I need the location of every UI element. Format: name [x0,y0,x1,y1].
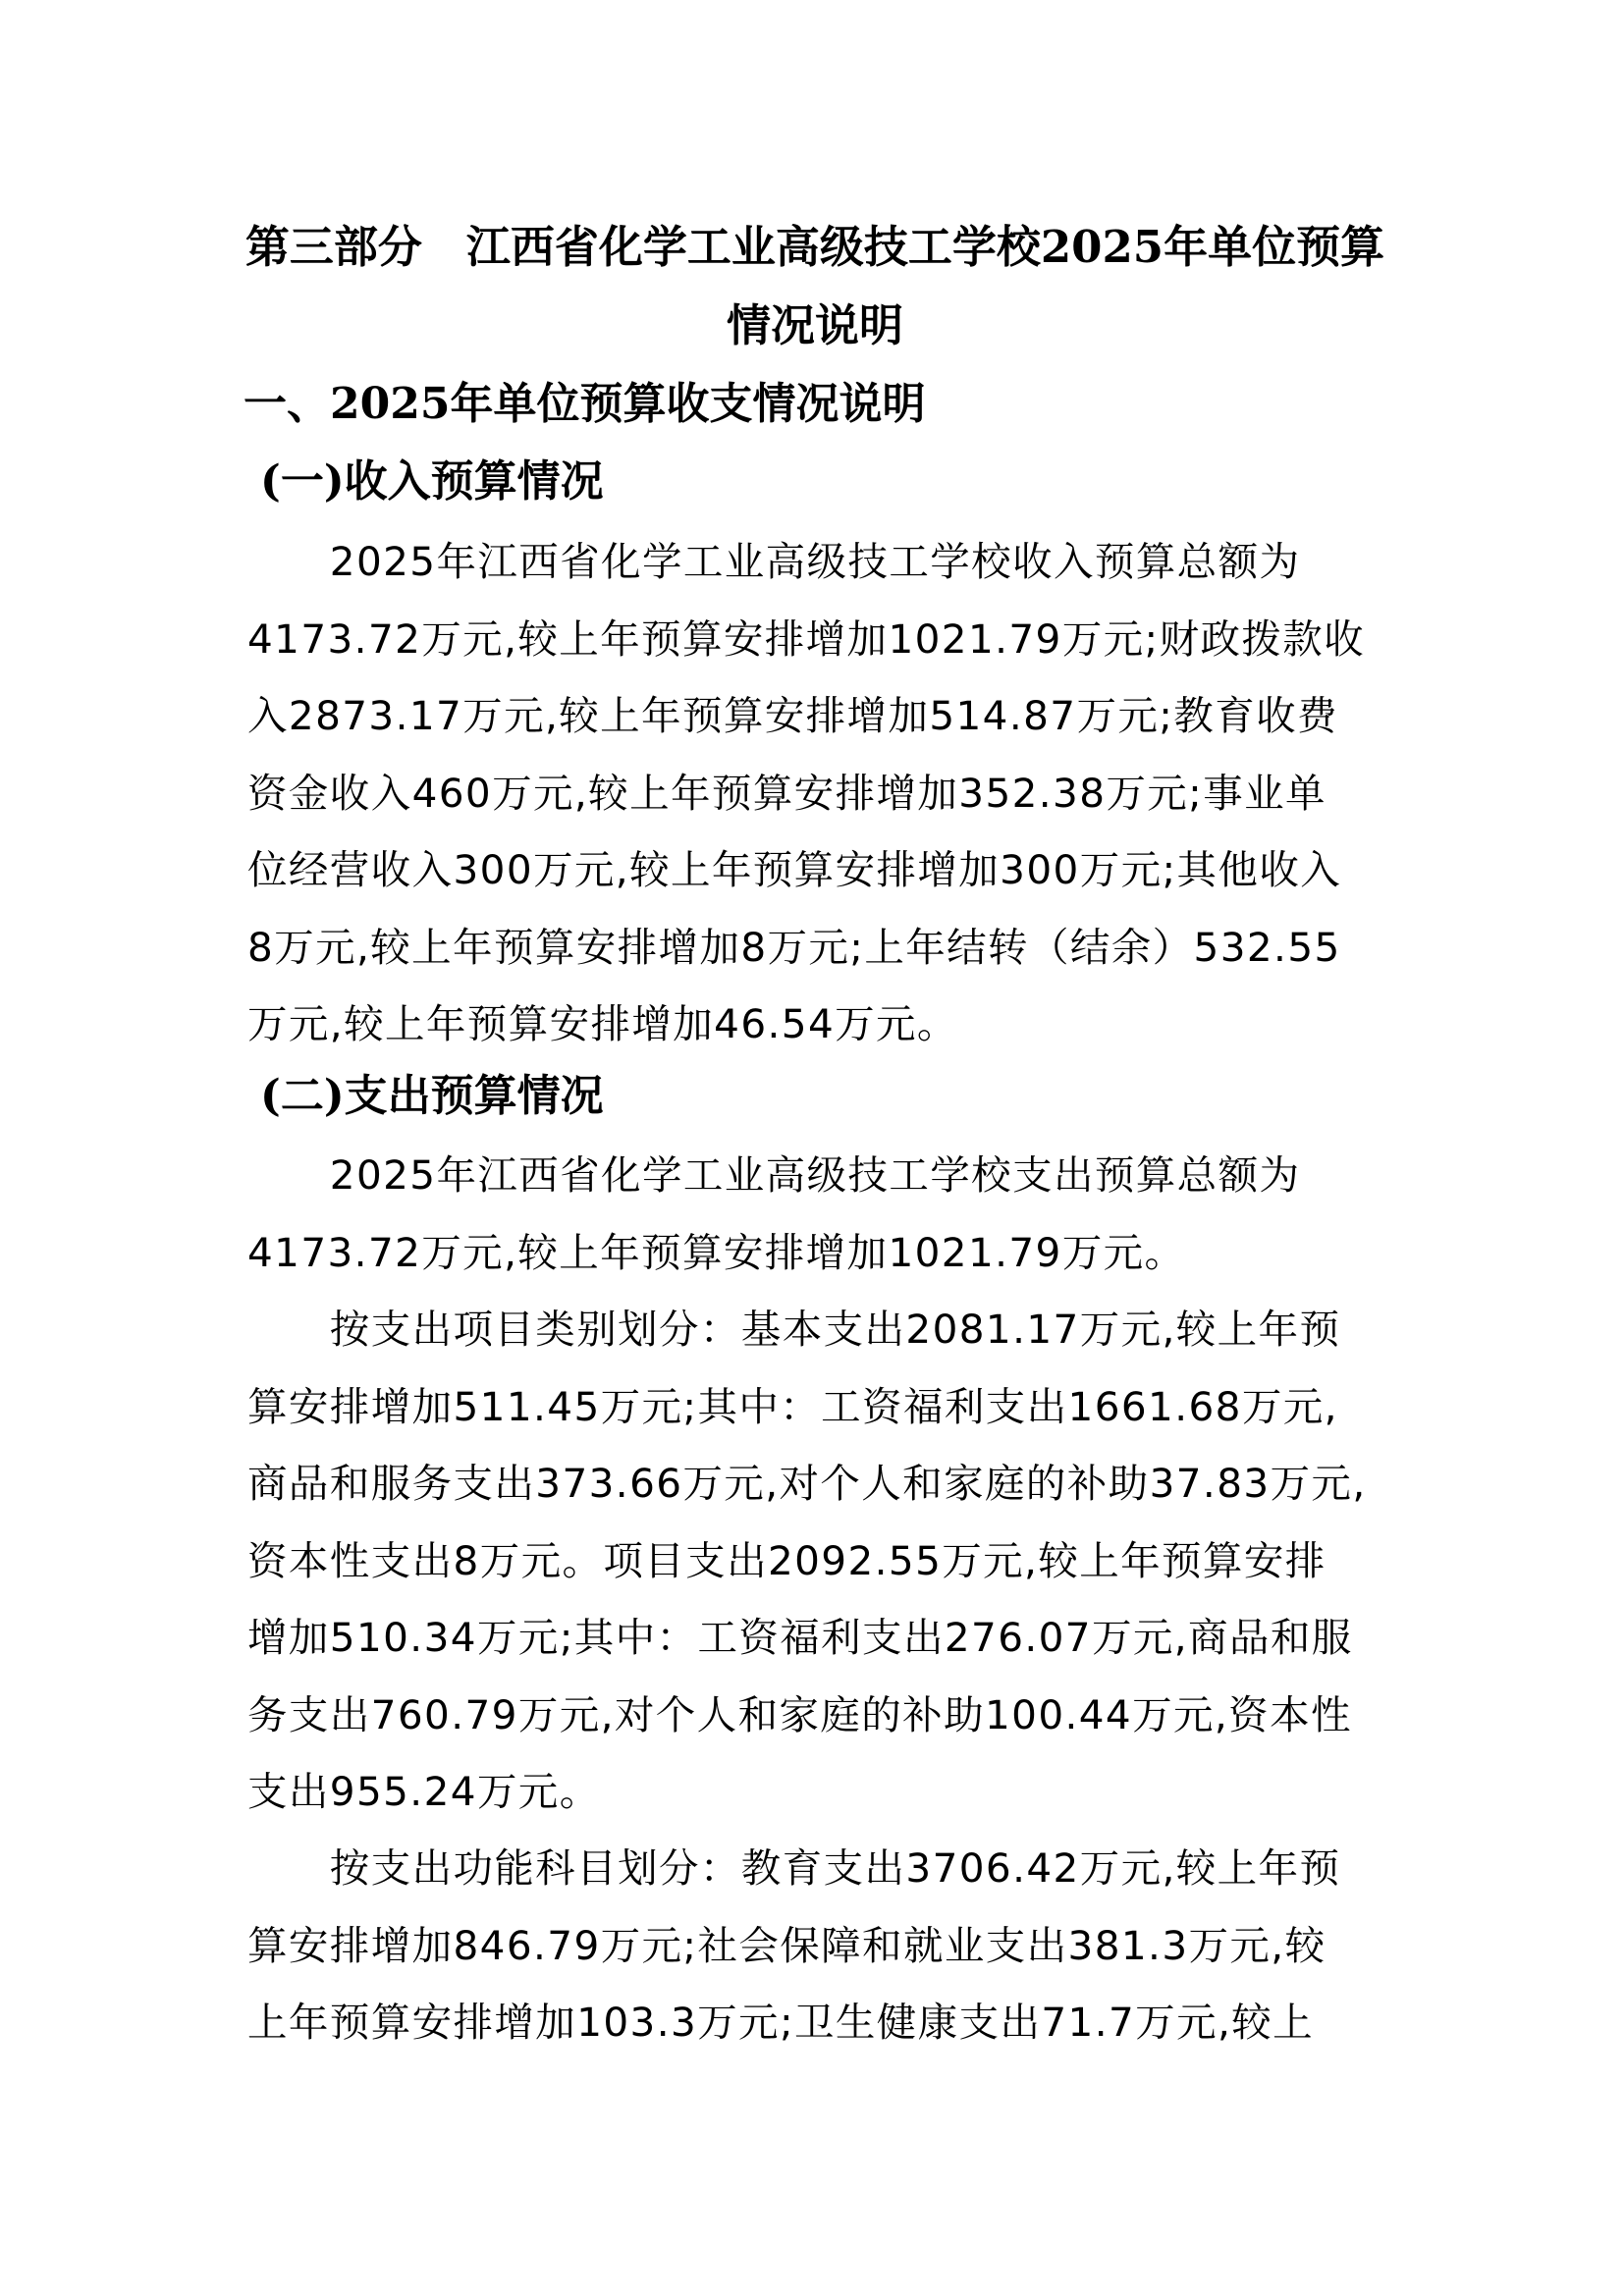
subsection-heading-expense: (二)支出预算情况 [260,1071,604,1121]
paragraph-line: 4173.72万元,较上年预算安排增加1021.79万元。 [247,1228,1186,1276]
paragraph-line: 万元,较上年预算安排增加46.54万元。 [247,1000,958,1047]
expense-by-function-paragraph [247,1830,1386,2061]
expense-by-item-paragraph [247,1291,1386,1831]
paragraph-line: 按支出功能科目划分：教育支出3706.42万元,较上年预 [247,1844,1341,1892]
paragraph-line: 上年预算安排增加103.3万元;卫生健康支出71.7万元,较上 [247,1999,1315,2046]
income-budget-paragraph [247,523,1386,1063]
paragraph-line: 算安排增加846.79万元;社会保障和就业支出381.3万元,较 [247,1921,1326,1969]
paragraph-line: 资本性支出8万元。项目支出2092.55万元,较上年预算安排 [247,1536,1326,1584]
paragraph-line: 按支出项目类别划分：基本支出2081.17万元,较上年预 [247,1306,1341,1353]
paragraph-line: 增加510.34万元;其中：工资福利支出276.07万元,商品和服 [247,1614,1353,1661]
expense-total-paragraph [247,1137,1386,1291]
paragraph-line: 资金收入460万元,较上年预算安排增加352.38万元;事业单 [247,769,1326,817]
paragraph-line: 4173.72万元,较上年预算安排增加1021.79万元;财政拨款收 [247,614,1366,663]
paragraph-line: 商品和服务支出373.66万元,对个人和家庭的补助37.83万元, [247,1460,1367,1507]
paragraph-line: 入2873.17万元,较上年预算安排增加514.87万元;教育收费 [247,692,1338,739]
paragraph-line: 位经营收入300万元,较上年预算安排增加300万元;其他收入 [247,846,1342,893]
section-heading-budget-overview: 一、2025年单位预算收支情况说明 [244,379,926,429]
paragraph-line: 算安排增加511.45万元;其中：工资福利支出1661.68万元, [247,1382,1338,1430]
subsection-heading-income: (一)收入预算情况 [260,456,604,507]
paragraph-line: 务支出760.79万元,对个人和家庭的补助100.44万元,资本性 [247,1690,1352,1738]
paragraph-line: 2025年江西省化学工业高级技工学校收入预算总额为 [247,538,1301,585]
document-title-line-2: 情况说明 [726,299,903,351]
paragraph-line: 支出955.24万元。 [247,1768,601,1815]
document-title-line-1: 第三部分 江西省化学工业高级技工学校2025年单位预算 [244,221,1385,273]
paragraph-line: 2025年江西省化学工业高级技工学校支出预算总额为 [247,1151,1301,1199]
paragraph-line: 8万元,较上年预算安排增加8万元;上年结转（结余）532.55 [247,923,1341,971]
